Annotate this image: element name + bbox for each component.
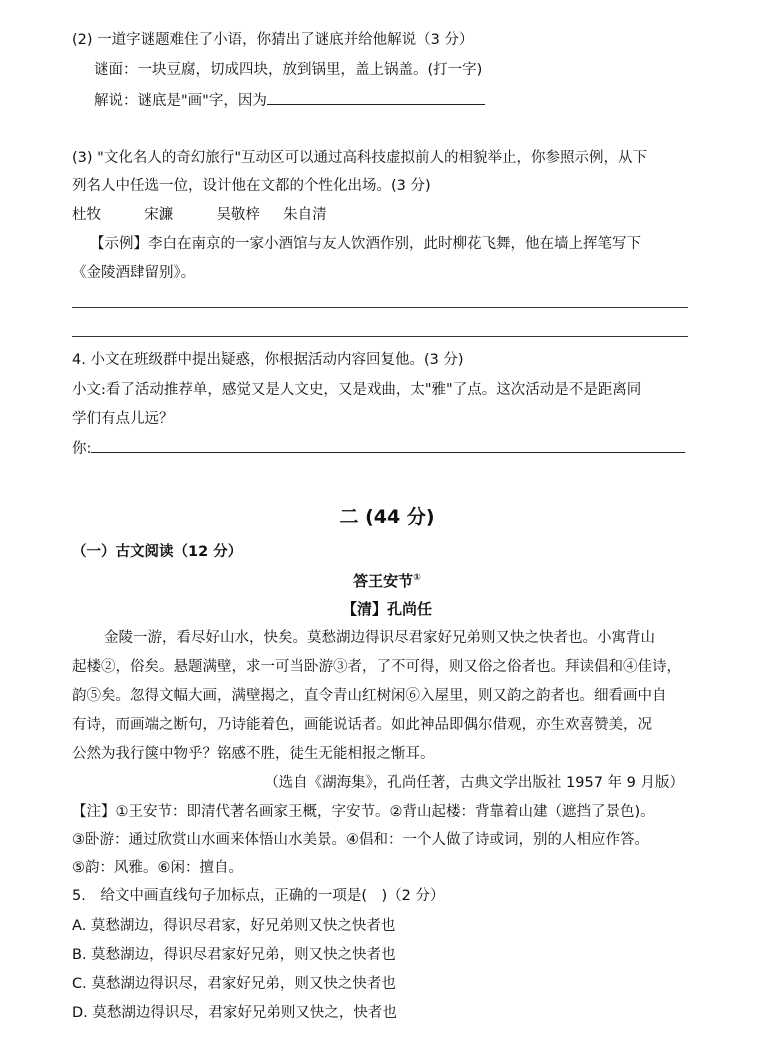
q5-option-a[interactable]: A. 莫愁湖边，得识尽君家，好兄弟则又快之快者也 [72, 918, 396, 934]
section-heading: 二 (44 分) [339, 506, 435, 528]
q5-option-d[interactable]: D. 莫愁湖边得识尽，君家好兄弟则又快之，快者也 [72, 1005, 397, 1021]
q5-stem: 5. 给文中画直线句子加标点，正确的一项是( )（2 分） [72, 888, 445, 904]
passage-source: （选自《湖海集》，孔尚任著，古典文学出版社 1957 年 9 月版） [264, 775, 684, 791]
q2-intro: (2) 一道字谜题难住了小语，你猜出了谜底并给他解说（3 分） [72, 32, 474, 48]
q2-answer-blank[interactable] [267, 90, 485, 105]
q2-explain-label: 解说：谜底是"画"字，因为 [94, 93, 267, 109]
q3-intro-1: (3) "文化名人的奇幻旅行"互动区可以通过高科技虚拟前人的相貌举止，你参照示例，从下 [72, 150, 647, 166]
passage-line-5: 公然为我行箧中物乎？铭感不胜，徒生无能相报之惭耳。 [72, 746, 435, 762]
note-line-2: ③卧游：通过欣赏山水画来体悟山水美景。④倡和：一个人做了诗或词，别的人相应作答。 [72, 832, 649, 848]
q2-riddle: 谜面：一块豆腐，切成四块，放到锅里，盖上锅盖。(打一字) [94, 62, 483, 78]
q4-xiaowen-1: 小文:看了活动推荐单，感觉又是人文史，又是戏曲，太"雅"了点。这次活动是不是距离同 [72, 382, 642, 398]
passage-line-3: 韵⑤矣。忽得文幅大画，满壁揭之，直令青山红树闲⑥入屋里，则又韵之韵者也。细看画中自 [72, 688, 667, 704]
passage-title-row [0, 570, 774, 591]
passage-line-2: 起楼②，俗矣。悬题满壁，求一可当卧游③者，了不可得，则又俗之俗者也。拜读倡和④佳诗， [72, 659, 681, 675]
note-line-1: 【注】①王安节：即清代著名画家王概，字安节。②背山起楼：背靠着山建（遮挡了景色)。 [72, 804, 655, 820]
q3-example-1: 【示例】李白在南京的一家小酒馆与友人饮酒作别，此时柳花飞舞，他在墙上挥笔写下 [90, 236, 641, 252]
q3-intro-2: 列名人中任选一位，设计他在文都的个性化出场。(3 分) [72, 178, 431, 194]
passage-title-note: ① [413, 573, 421, 583]
q3-answer-line-1[interactable] [72, 307, 688, 308]
name-dumu: 杜牧 [72, 207, 101, 223]
q4-answer-blank[interactable] [91, 438, 685, 453]
name-wujingzi: 吴敬梓 [216, 207, 260, 223]
q3-answer-line-2[interactable] [72, 336, 688, 337]
q2-explain-row [94, 90, 485, 111]
name-songlian: 宋濂 [144, 207, 174, 223]
q5-option-b[interactable]: B. 莫愁湖边，得识尽君家好兄弟，则又快之快者也 [72, 947, 396, 963]
passage-line-1: 金陵一游，看尽好山水，快矣。莫愁湖边得识尽君家好兄弟则又快之快者也。小寓背山 [104, 630, 655, 646]
note-line-3: ⑤韵：风雅。⑥闲：擅自。 [72, 860, 243, 876]
passage-author: 【清】孔尚任 [341, 600, 432, 618]
q3-names [72, 205, 327, 225]
q5-option-c[interactable]: C. 莫愁湖边得识尽，君家好兄弟，则又快之快者也 [72, 976, 396, 992]
q4-intro: 4. 小文在班级群中提出疑惑，你根据活动内容回复他。(3 分) [72, 352, 464, 368]
section-sub: （一）古文阅读（12 分） [72, 544, 243, 560]
name-zhuziqing: 朱自清 [283, 207, 327, 223]
q4-you-row [72, 438, 685, 459]
passage-line-4: 有诗，而画端之断句，乃诗能着色，画能说话者。如此神品即偶尔借观，亦生欢喜赞美，况 [72, 717, 652, 733]
q4-xiaowen-2: 学们有点儿远？ [72, 411, 174, 427]
q3-example-2: 《金陵酒肆留别》。 [72, 265, 196, 281]
passage-title: 答王安节 [353, 572, 414, 590]
q4-you-label: 你: [72, 441, 92, 457]
